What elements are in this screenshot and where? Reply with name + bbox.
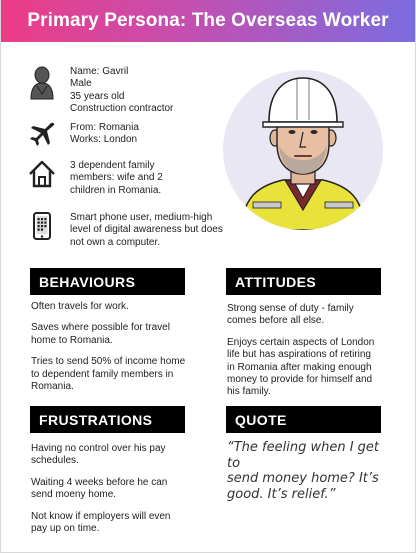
persona-from: From: Romania <box>70 122 139 133</box>
attitude-line: money to provide for himself and <box>227 374 373 386</box>
persona-gender: Male <box>70 78 92 90</box>
person-icon <box>26 66 58 100</box>
attitude-item <box>227 303 387 328</box>
page-header <box>0 0 416 42</box>
family-details <box>70 160 163 197</box>
location-details <box>70 122 139 147</box>
quote-line: “The feeling when I get to <box>227 440 380 471</box>
page-title: Primary Persona: The Overseas Worker <box>27 10 389 31</box>
behaviours-title: BEHAVIOURS <box>39 273 136 290</box>
behaviour-line: Romania. <box>31 381 74 393</box>
persona-age: 35 years old <box>70 90 125 102</box>
identity-row <box>26 66 173 116</box>
attitude-line: life but has aspirations of retiring <box>227 349 371 361</box>
quote-title: QUOTE <box>235 411 287 428</box>
frustration-line: Waiting 4 weeks before he can <box>31 476 168 488</box>
identity-details <box>70 66 173 116</box>
frustration-item <box>31 511 201 536</box>
quote-heading <box>226 406 381 433</box>
house-icon <box>26 160 58 188</box>
family-line: 3 dependent family <box>70 160 155 171</box>
behaviour-line: Often travels for work. <box>31 301 129 312</box>
device-line: not own a computer. <box>70 236 161 248</box>
attitude-line: Strong sense of duty - family <box>227 303 354 314</box>
behaviour-line: home to Romania. <box>31 334 113 346</box>
behaviour-item <box>31 322 201 347</box>
frustrations-title: FRUSTRATIONS <box>39 411 153 428</box>
attitude-line: Enjoys certain aspects of London <box>227 336 375 348</box>
persona-quote <box>227 440 392 502</box>
airplane-icon <box>26 122 58 146</box>
attitude-line: in Romania after making enough <box>227 361 372 373</box>
behaviours-list <box>31 301 201 402</box>
family-line: children in Romania. <box>70 184 162 196</box>
quote-line: send money home? It’s <box>227 471 379 487</box>
frustration-line: send moeny home. <box>31 489 117 501</box>
persona-name: Name: Gavril <box>70 66 129 77</box>
behaviours-heading <box>30 268 185 295</box>
device-line: Smart phone user, medium-high <box>70 212 213 223</box>
family-line: members: wife and 2 <box>70 172 163 184</box>
device-row <box>26 212 223 249</box>
behaviour-line: Tries to send 50% of income home <box>31 356 186 368</box>
behaviour-item <box>31 301 201 313</box>
attitude-line: comes before all else. <box>227 315 325 327</box>
behaviour-line: to dependent family members in <box>31 368 174 380</box>
family-row <box>26 160 163 197</box>
persona-works: Works: London <box>70 134 138 146</box>
attitudes-heading <box>226 268 381 295</box>
frustration-line: schedules. <box>31 455 79 467</box>
frustrations-heading <box>30 406 185 433</box>
persona-portrait <box>223 70 383 230</box>
attitudes-title: ATTITUDES <box>235 273 317 290</box>
device-line: level of digital awareness but does <box>70 224 223 236</box>
device-details <box>70 212 223 249</box>
attitude-item <box>227 337 387 399</box>
frustration-line: Not know if employers will even <box>31 510 171 522</box>
attitudes-list <box>227 303 387 408</box>
frustration-line: pay up on time. <box>31 523 100 535</box>
quote-line: good. It’s relief.” <box>227 486 336 502</box>
behaviour-line: Saves where possible for travel <box>31 322 170 334</box>
frustration-item <box>31 443 201 468</box>
frustrations-list <box>31 443 201 544</box>
persona-occupation: Construction contractor <box>70 103 174 115</box>
attitude-line: his family. <box>227 386 271 398</box>
behaviour-item <box>31 356 201 393</box>
location-row <box>26 122 139 147</box>
frustration-item <box>31 477 201 502</box>
smartphone-icon <box>26 212 58 240</box>
frustration-line: Having no control over his pay <box>31 443 166 454</box>
